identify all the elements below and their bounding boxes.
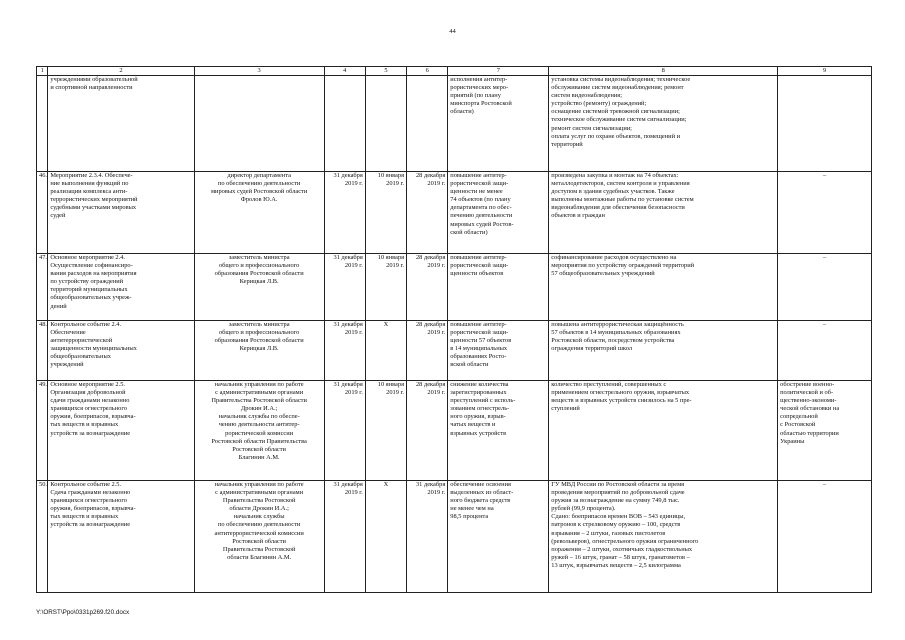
event-cell: Основное мероприятие 2.4. Осуществление софинансиро- вания расходов на мероприятия по устройству ограждений территорий муниципальных общеобразовательных учреж- дений <box>48 254 194 321</box>
responsible-cell: начальник управления по работе с административными органами Правительства Ростовской области Дрокин И.А.; начальник службы по обеспе- чению деятельности антитер- рористической комиссии Ростовской области Правительства Ростовской области Благинин А.М. <box>194 381 324 481</box>
event-cell: Контрольное событие 2.5. Сдача гражданами незаконно хранящихся огнестрельного оружия, боеприпасов, взрывча- тых веществ и взрывных устройств за вознаграждение <box>48 481 194 593</box>
plan-date-cell: 31 декабря 2019 г. <box>324 321 365 381</box>
table-row <box>37 381 872 481</box>
column-number: 8 <box>549 67 778 76</box>
column-number: 4 <box>324 67 365 76</box>
end-date-cell <box>407 76 448 172</box>
responsible-cell: начальник управления по работе с административными органами Правительства Ростовской области Дрокин И.А.; начальник службы по обеспечению деятельности антитеррористической комиссии Ростовской области Правительства Ростовской области Благинин А.М. <box>194 481 324 593</box>
start-date-cell: X <box>365 321 406 381</box>
result-cell: повышение антитер- рористической защи- щенности 57 объектов в 14 муниципальных образованиях Росто- вской области <box>448 321 549 381</box>
responsible-cell: заместитель министра общего и профессионального образования Ростовской области Керицкая Л.В. <box>194 321 324 381</box>
actual-result-cell: ГУ МВД России по Ростовской области за время проведения мероприятий по добровольной сдаче оружия за вознаграждение на сумму 749,8 тыс. рублей (99,9 процента). Сдано: боеприпасов времен ВОВ – 543 единицы, патронов к стрелковому оружию – 100, средств взрывания – 2 штуки, газовых пистолетов (револьверов), огнестрельного оружия ограниченного поражения – 2 штуки, охотничьих гладкоствольных ружей – 16 штук, гранат – 58 штук, гранатометов – 13 штук, взрывчатых веществ – 2,5 килограмма <box>549 481 778 593</box>
column-number: 5 <box>365 67 406 76</box>
end-date-cell: 28 декабря 2019 г. <box>407 254 448 321</box>
row-number <box>37 76 48 172</box>
plan-date-cell: 31 декабря 2019 г. <box>324 172 365 254</box>
result-cell: повышение антитер- рористической защи- щенности объектов <box>448 254 549 321</box>
result-cell: обеспечение освоения выделенных из област- ного бюджета средств не менее чем на 98,5 процента <box>448 481 549 593</box>
actual-result-cell: установка системы видеонаблюдения; техническое обслуживание систем видеонаблюдения; ремонт систем видеонаблюдения; устройство (ремонту) ограждений; оснащение системой тревожной сигнализации; техническое обслуживание систем сигнализации; ремонт систем сигнализации; оплата услуг по охране объектов, помещений и территорий <box>549 76 778 172</box>
file-path-footer: Y:\ORST\Ppo\0331p269.f20.docx <box>36 609 130 616</box>
responsible-cell: заместитель министра общего и профессионального образования Ростовской области Керицкая Л.В. <box>194 254 324 321</box>
event-cell: Основное мероприятие 2.5. Организация добровольной сдачи гражданами незаконно хранящихся огнестрельного оружия, боеприпасов, взрывча- тых веществ и взрывных устройств за вознаграждение <box>48 381 194 481</box>
column-number: 1 <box>37 67 48 76</box>
end-date-cell: 28 декабря 2019 г. <box>407 381 448 481</box>
start-date-cell: 10 января 2019 г. <box>365 381 406 481</box>
plan-date-cell <box>324 76 365 172</box>
result-cell: повышение антитер- рористической защи- щенности не менее 74 объектов (по плану департамента по обес- печению деятельности мировых судей Ростов- ской области) <box>448 172 549 254</box>
column-number-row <box>37 67 872 76</box>
note-cell: обострение военно- политической и об- щественно-экономи- ческой обстановки на сопредельной с Ростовской областью территории Украины <box>778 381 872 481</box>
start-date-cell: 10 января 2019 г. <box>365 172 406 254</box>
actual-result-cell: произведена закупка и монтаж на 74 объектах: металлодетекторов, систем контроля и управления доступом в здания судебных участков. Также выполнены монтажные работы по установке систем видеонаблюдения для обеспечения безопасности объектов и граждан <box>549 172 778 254</box>
row-number: 46. <box>37 172 48 254</box>
event-cell: Мероприятие 2.3.4. Обеспече- ние выполнения функций по реализации комплекса анти- террористических мероприятий судебными участками мировых судей <box>48 172 194 254</box>
column-number: 6 <box>407 67 448 76</box>
column-number: 9 <box>778 67 872 76</box>
table-row <box>37 172 872 254</box>
note-cell <box>778 76 872 172</box>
end-date-cell: 31 декабря 2019 г. <box>407 481 448 593</box>
event-cell: учреждениями образовательной и спортивной направленности <box>48 76 194 172</box>
row-number: 49. <box>37 381 48 481</box>
end-date-cell: 28 декабря 2019 г. <box>407 172 448 254</box>
column-number: 7 <box>448 67 549 76</box>
plan-date-cell: 31 декабря 2019 г. <box>324 481 365 593</box>
row-number: 47. <box>37 254 48 321</box>
table-row <box>37 254 872 321</box>
note-cell: – <box>778 321 872 381</box>
note-cell: – <box>778 481 872 593</box>
table-row <box>37 481 872 593</box>
actual-result-cell: софинансирование расходов осуществлено на мероприятия по устройству ограждений территорий 57 общеобразовательных учреждений <box>549 254 778 321</box>
table-row <box>37 321 872 381</box>
start-date-cell <box>365 76 406 172</box>
column-number: 3 <box>194 67 324 76</box>
report-table <box>36 66 872 593</box>
plan-date-cell: 31 декабря 2019 г. <box>324 381 365 481</box>
actual-result-cell: повышена антитеррористическая защищённость 57 объектов в 14 муниципальных образованиях Ростовской области, посредством устройства ограждения территорий школ <box>549 321 778 381</box>
result-cell: исполнения антитер- рористических меро- приятий (по плану минспорта Ростовской области) <box>448 76 549 172</box>
end-date-cell: 28 декабря 2019 г. <box>407 321 448 381</box>
page-number: 44 <box>449 28 456 35</box>
row-number: 50. <box>37 481 48 593</box>
result-cell: снижение количества зарегистрированных преступлений с исполь- зованием огнестрель- ного оружия, взрыв- чатых веществ и взрывных устройств <box>448 381 549 481</box>
start-date-cell: X <box>365 481 406 593</box>
responsible-cell <box>194 76 324 172</box>
start-date-cell: 10 января 2019 г. <box>365 254 406 321</box>
note-cell: – <box>778 172 872 254</box>
event-cell: Контрольное событие 2.4. Обеспечение антитеррористической защищенности муниципальных общеобразовательных учреждений <box>48 321 194 381</box>
responsible-cell: директор департамента по обеспечению деятельности мировых судей Ростовской области Фролов Ю.А. <box>194 172 324 254</box>
row-number: 48. <box>37 321 48 381</box>
plan-date-cell: 31 декабря 2019 г. <box>324 254 365 321</box>
table-row <box>37 76 872 172</box>
note-cell: – <box>778 254 872 321</box>
column-number: 2 <box>48 67 194 76</box>
actual-result-cell: количество преступлений, совершенных с применением огнестрельного оружия, взрывчатых веществ и взрывных устройств снизилось на 5 пре- ступлений <box>549 381 778 481</box>
